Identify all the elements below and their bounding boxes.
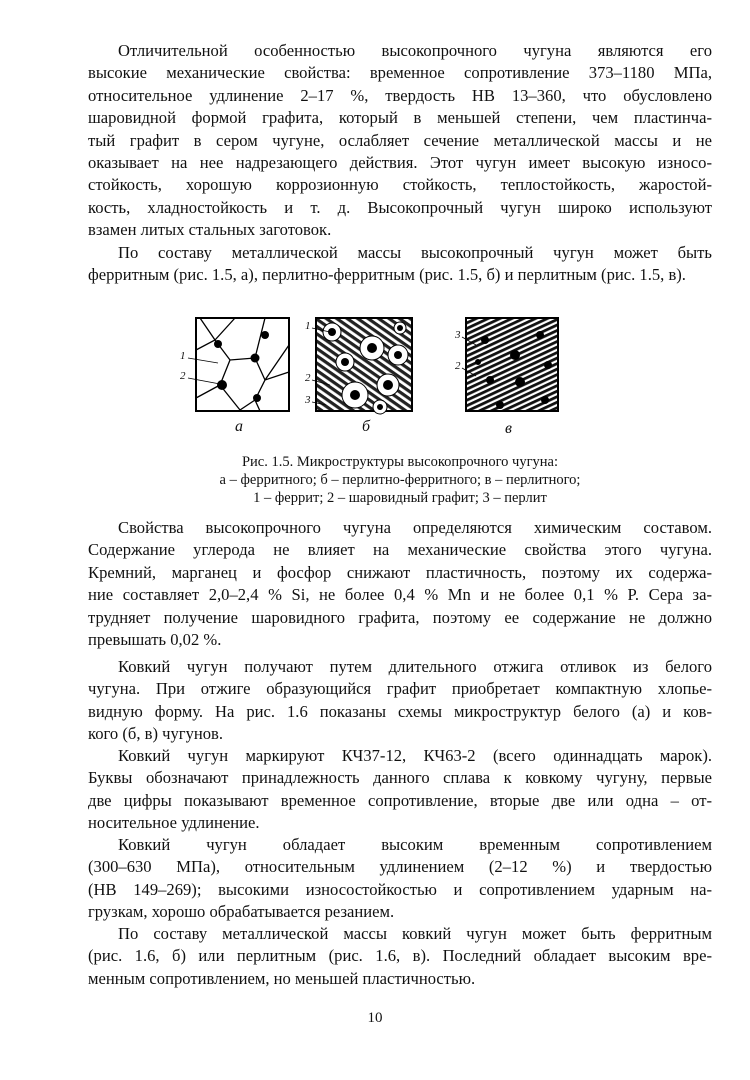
text-line: чугуна. При отжиге образующийся графит приобретает компактную хлопье- [88, 679, 712, 699]
callout-c-2: 2 [455, 360, 461, 372]
paragraph [88, 923, 712, 990]
caption-line: а – ферритного; б – перлитно-ферритного; в – перлитного; [219, 472, 581, 488]
page-number: 10 [367, 1010, 383, 1026]
panel-label-a: а [235, 418, 243, 435]
caption-line: 1 – феррит; 2 – шаровидный графит; 3 – перлит [253, 490, 547, 506]
text-line: кого (б, в) чугунов. [88, 724, 224, 744]
text-line: Отличительной особенностью высокопрочного чугуна являются его [118, 41, 712, 60]
callout-a-2: 2 [180, 370, 186, 382]
figure-caption [88, 453, 712, 507]
figure-microstructures [160, 310, 580, 440]
text-line: (рис. 1.6, б) или перлитным (рис. 1.6, в). Последний обладает высоким вре- [88, 946, 712, 966]
callout-c-3: 3 [455, 329, 461, 341]
callout-b-2: 2 [305, 372, 311, 384]
paragraph [88, 40, 712, 242]
panel-a-ferritic [196, 318, 289, 411]
text-line: Буквы обозначают принадлежность данного сплава к ковкому чугуну, первые [88, 768, 712, 788]
paragraph [88, 656, 712, 746]
panel-c-pearlitic [466, 318, 558, 411]
text-line: оказывает на нее надрезающего действия. Этот чугун имеет высокую износо- [88, 152, 712, 172]
text-line: превышать 0,02 %. [88, 629, 222, 649]
paragraph [88, 834, 712, 924]
text-line: стойкость, хорошую коррозионную стойкость, теплостойкость, жаростой- [88, 175, 712, 195]
text-line: Ковкий чугун получают путем длительного отжига отливок из белого [118, 657, 712, 676]
text-line: относительное удлинение 2–17 %, твердость НВ 13–360, что обусловлено [88, 85, 712, 105]
text-line: (300–630 МПа), относительным удлинением (2–12 %) и твердостью [88, 857, 712, 877]
text-line: шаровидной формой графита, который в меньшей степени, чем пластинча- [88, 108, 712, 128]
text-line: две цифры показывают временное сопротивление, вторые две или одна – от- [88, 790, 712, 810]
text-line: Ковкий чугун маркируют КЧ37-12, КЧ63-2 (всего одиннадцать марок). [118, 746, 712, 765]
text-line: высокие механические свойства: временное сопротивление 373–1180 МПа, [88, 63, 712, 83]
text-line: взамен литых стальных заготовок. [88, 220, 332, 240]
text-line: (НВ 149–269); высокими износостойкостью и сопротивлением ударным на- [88, 879, 712, 899]
text-line: Кремний, марганец и фосфор снижают пластичность, поэтому их содержа- [88, 562, 712, 582]
text-line: Ковкий чугун обладает высоким временным сопротивлением [118, 835, 712, 854]
paragraph [88, 242, 712, 287]
callout-a-1: 1 [180, 350, 186, 362]
text-line: тый графит в сером чугуне, ослабляет сечение металлической массы и не [88, 130, 712, 150]
panel-label-b: б [362, 418, 371, 435]
text-line: ние составляет 2,0–2,4 % Si, не более 0,4 % Mn и не более 0,1 % P. Сера за- [88, 585, 712, 605]
panel-label-c: в [505, 420, 512, 437]
text-line: По составу металлической массы высокопрочный чугун может быть [118, 243, 712, 262]
text-line: грузкам, хорошо обрабатывается резанием. [88, 902, 395, 922]
text-line: ферритным (рис. 1.5, а), перлитно-ферритным (рис. 1.5, б) и перлитным (рис. 1.5, в). [88, 265, 686, 285]
text-line: кость, хладностойкость и т. д. Высокопрочный чугун широко используют [88, 197, 712, 217]
text-line: Свойства высокопрочного чугуна определяются химическим составом. [118, 518, 712, 537]
caption-title: Рис. 1.5. Микроструктуры высокопрочного чугуна: [241, 454, 558, 470]
callout-b-1: 1 [305, 320, 311, 332]
text-line: носительное удлинение. [88, 813, 260, 833]
panel-b-pearlitic-ferritic [316, 318, 412, 414]
text-line: менным сопротивлением, но меньшей пластичностью. [88, 968, 476, 988]
text-line: видную форму. На рис. 1.6 показаны схемы микроструктур белого (а) и ков- [88, 701, 712, 721]
text-line: По составу металлической массы ковкий чугун может быть ферритным [118, 924, 712, 943]
paragraph [88, 745, 712, 835]
text-line: Содержание углерода не влияет на механические свойства этого чугуна. [88, 540, 712, 560]
callout-b-3: 3 [305, 394, 311, 406]
text-line: трудняет получение шаровидного графита, поэтому ее содержание не должно [88, 607, 712, 627]
paragraph [88, 517, 712, 651]
